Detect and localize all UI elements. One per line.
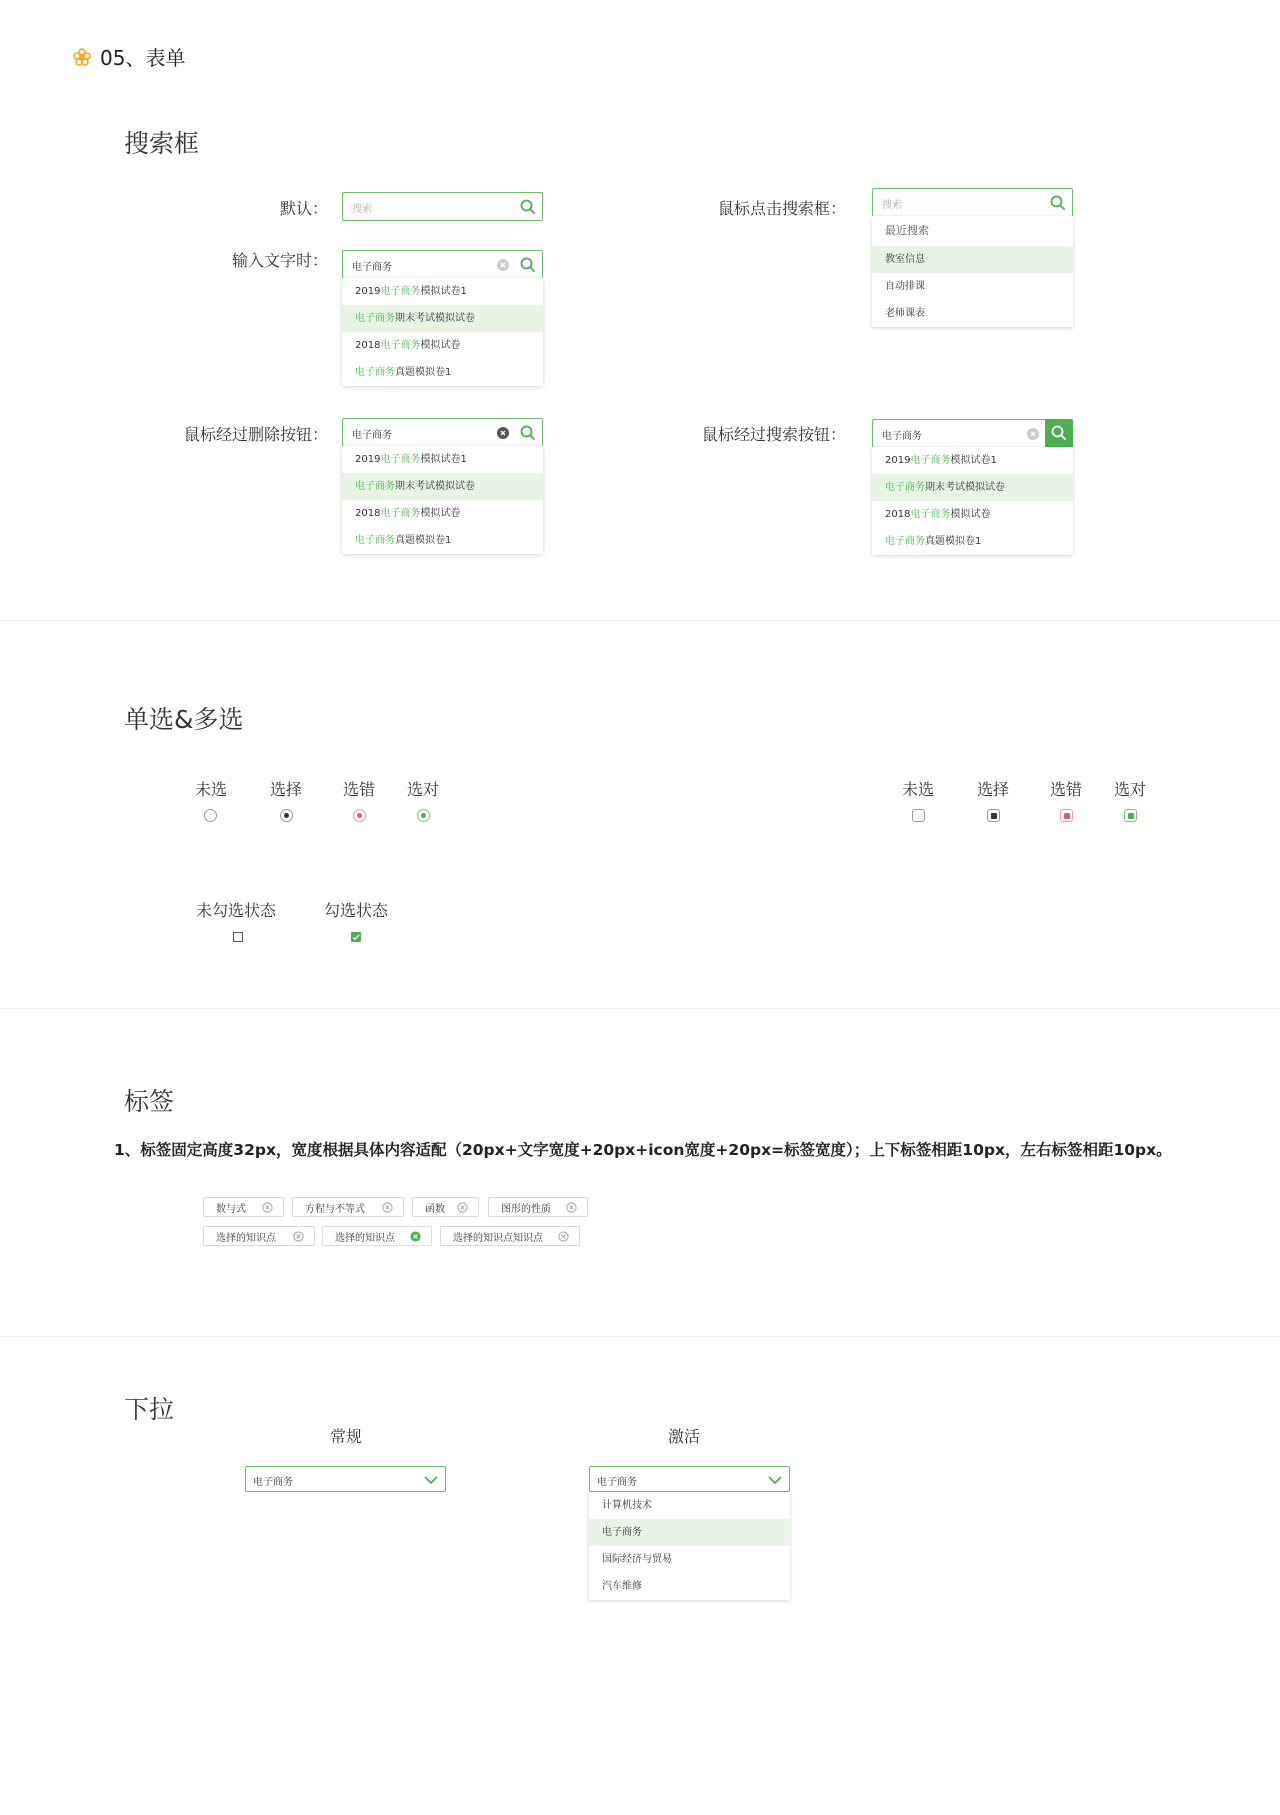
flower-icon xyxy=(72,47,92,67)
result-item[interactable]: 电子商务期末考试模拟试卷 xyxy=(342,473,543,500)
search-icon[interactable] xyxy=(519,198,537,216)
tag-spec-note: 1、标签固定高度32px，宽度根据具体内容适配（20px+文字宽度+20px+icon宽度+20px=标签宽度）；上下标签相距10px，左右标签相距10px。 xyxy=(114,1141,1172,1159)
search-value: 电子商务 xyxy=(882,431,922,442)
radio-correct[interactable] xyxy=(417,809,430,822)
search-placeholder: 搜索 xyxy=(352,204,372,215)
tag-hover[interactable] xyxy=(322,1226,432,1246)
dropdown-option[interactable]: 电子商务 xyxy=(589,1519,790,1546)
result-item[interactable]: 2018电子商务模拟试卷 xyxy=(355,340,461,351)
chevron-down-icon xyxy=(423,1473,439,1487)
checkbox-selected[interactable] xyxy=(987,809,1000,822)
section-divider xyxy=(0,620,1280,621)
checkmark-icon xyxy=(351,932,361,942)
result-item[interactable]: 电子商务真题模拟卷1 xyxy=(355,367,452,378)
result-item[interactable]: 电子商务真题模拟卷1 xyxy=(885,536,982,547)
tag[interactable] xyxy=(203,1197,284,1217)
checkbox-caption: 选择 xyxy=(976,780,1009,799)
search-results-hover-clear xyxy=(342,446,543,554)
search-icon[interactable] xyxy=(519,424,537,442)
radio-caption: 选对 xyxy=(406,780,439,799)
clear-icon[interactable] xyxy=(497,259,509,271)
radio-caption: 选错 xyxy=(342,780,375,799)
result-item[interactable]: 电子商务期末考试模拟试卷 xyxy=(872,474,1073,501)
dropdown-caption: 常规 xyxy=(329,1427,362,1446)
dropdown-option[interactable]: 汽车维修 xyxy=(602,1581,642,1592)
search-value: 电子商务 xyxy=(352,262,392,273)
result-item[interactable]: 电子商务期末考试模拟试卷 xyxy=(342,305,543,332)
recent-item[interactable]: 老师课表 xyxy=(885,308,925,319)
checkbox-correct[interactable] xyxy=(1124,809,1137,822)
search-button[interactable] xyxy=(1045,419,1073,448)
checkbox-unchecked[interactable] xyxy=(233,932,243,942)
recent-search-title: 最近搜索 xyxy=(885,224,929,237)
checkbox-checked[interactable] xyxy=(351,932,361,942)
dropdown-active[interactable] xyxy=(589,1466,790,1492)
page-title: 05、表单 xyxy=(100,46,186,70)
result-item[interactable]: 2019电子商务模拟试卷1 xyxy=(355,454,467,465)
close-icon[interactable] xyxy=(457,1202,468,1213)
tag-label: 函数 xyxy=(425,1203,445,1215)
dropdown-option[interactable]: 国际经济与贸易 xyxy=(602,1554,672,1565)
radio-unselected[interactable] xyxy=(204,809,217,822)
result-item[interactable]: 2019电子商务模拟试卷1 xyxy=(355,286,467,297)
dropdown-menu xyxy=(589,1492,790,1600)
search-icon[interactable] xyxy=(1049,194,1067,212)
checkbox-caption: 未选 xyxy=(901,780,934,799)
check-caption: 未勾选状态 xyxy=(195,901,276,920)
search-box-default[interactable] xyxy=(342,192,543,221)
section-title-tags: 标签 xyxy=(124,1087,175,1116)
tag[interactable] xyxy=(292,1197,404,1217)
checkbox-caption: 选对 xyxy=(1113,780,1146,799)
section-title-dropdown: 下拉 xyxy=(124,1395,175,1424)
result-item[interactable]: 2019电子商务模拟试卷1 xyxy=(885,455,997,466)
close-icon[interactable] xyxy=(293,1231,304,1242)
check-caption: 勾选状态 xyxy=(323,901,388,920)
close-icon[interactable] xyxy=(382,1202,393,1213)
page-header xyxy=(72,42,185,71)
search-placeholder: 搜索 xyxy=(882,200,902,211)
result-item[interactable]: 2018电子商务模拟试卷 xyxy=(355,508,461,519)
section-divider xyxy=(0,1336,1280,1337)
result-item[interactable]: 电子商务真题模拟卷1 xyxy=(355,535,452,546)
radio-caption: 选择 xyxy=(269,780,302,799)
radio-caption: 未选 xyxy=(194,780,227,799)
search-results-hover-search xyxy=(872,447,1073,555)
tag[interactable] xyxy=(440,1226,580,1246)
tag-label: 图形的性质 xyxy=(501,1203,551,1215)
label-hover-search: 鼠标经过搜索按钮： xyxy=(701,425,846,444)
tag-label: 选择的知识点 xyxy=(335,1232,395,1244)
label-clicked: 鼠标点击搜索框： xyxy=(717,199,846,218)
tag[interactable] xyxy=(203,1226,315,1246)
recent-item[interactable]: 自动排课 xyxy=(885,281,925,292)
close-icon[interactable] xyxy=(566,1202,577,1213)
search-icon xyxy=(1050,424,1068,442)
radio-selected[interactable] xyxy=(280,809,293,822)
label-typing: 输入文字时： xyxy=(231,251,328,270)
dropdown-option[interactable]: 计算机技术 xyxy=(602,1500,652,1511)
tag-label: 选择的知识点 xyxy=(216,1232,276,1244)
dropdown-caption: 激活 xyxy=(667,1427,700,1446)
search-box-typing[interactable] xyxy=(342,250,543,279)
radio-wrong[interactable] xyxy=(353,809,366,822)
checkbox-caption: 选错 xyxy=(1049,780,1082,799)
close-icon[interactable] xyxy=(558,1231,569,1242)
tag[interactable] xyxy=(488,1197,588,1217)
dropdown-value: 电子商务 xyxy=(597,1477,637,1488)
tag-label: 选择的知识点知识点 xyxy=(453,1232,543,1244)
search-results-typing xyxy=(342,278,543,386)
label-default: 默认： xyxy=(279,199,328,218)
section-title-choice: 单选&多选 xyxy=(124,705,244,734)
search-value: 电子商务 xyxy=(352,430,392,441)
clear-icon[interactable] xyxy=(497,427,509,439)
search-box-hover-clear[interactable] xyxy=(342,418,543,447)
recent-item[interactable]: 教室信息 xyxy=(872,246,1073,273)
dropdown-normal[interactable] xyxy=(245,1466,446,1492)
search-box-clicked[interactable] xyxy=(872,188,1073,217)
clear-icon[interactable] xyxy=(1027,428,1039,440)
close-icon[interactable] xyxy=(410,1231,421,1242)
close-icon[interactable] xyxy=(262,1202,273,1213)
tag-label: 方程与不等式 xyxy=(305,1203,365,1215)
tag-label: 数与式 xyxy=(216,1203,246,1215)
dropdown-value: 电子商务 xyxy=(253,1477,293,1488)
section-divider xyxy=(0,1008,1280,1009)
search-box-hover-search[interactable] xyxy=(872,419,1073,448)
result-item[interactable]: 2018电子商务模拟试卷 xyxy=(885,509,991,520)
chevron-down-icon xyxy=(767,1473,783,1487)
label-hover-clear: 鼠标经过删除按钮： xyxy=(183,425,328,444)
search-icon[interactable] xyxy=(519,256,537,274)
section-title-search: 搜索框 xyxy=(124,129,200,158)
recent-search-panel xyxy=(872,216,1073,327)
checkbox-wrong[interactable] xyxy=(1060,809,1073,822)
checkbox-unselected[interactable] xyxy=(912,809,925,822)
tag[interactable] xyxy=(412,1197,479,1217)
